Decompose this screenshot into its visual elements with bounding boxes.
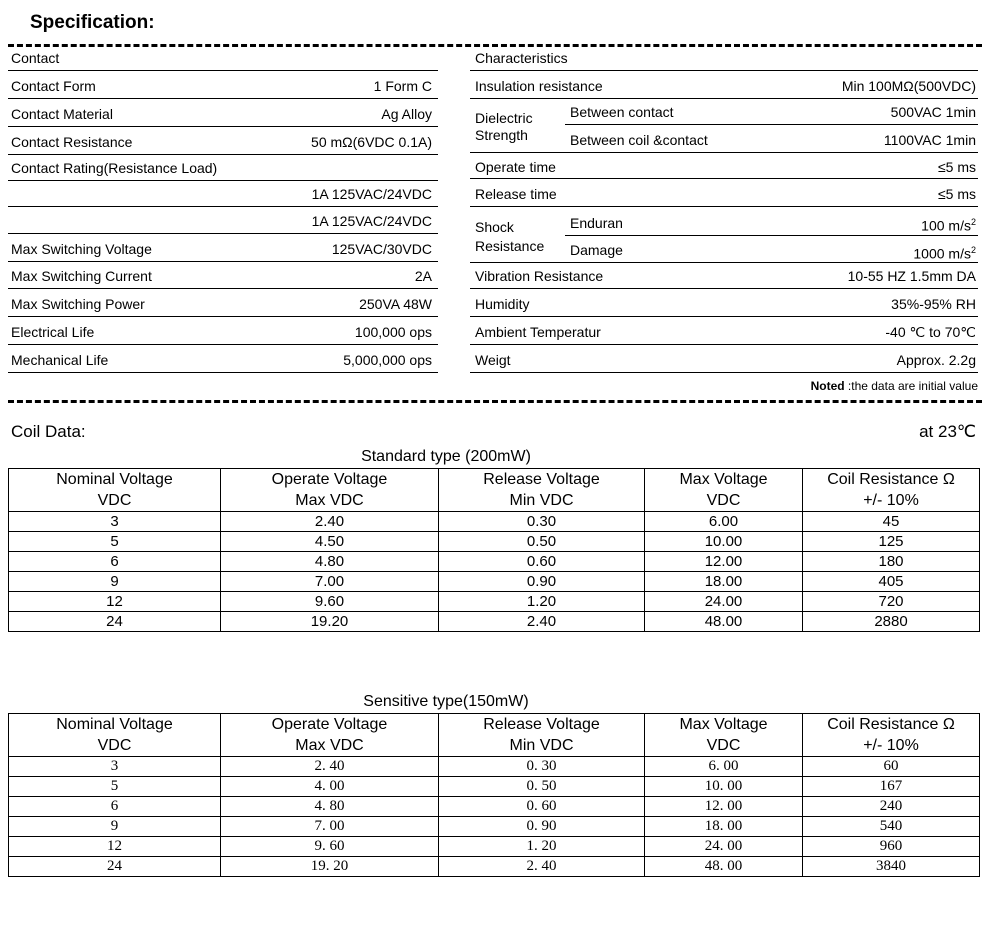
column-header-line-2: VDC (706, 737, 741, 754)
table-row (9, 532, 980, 552)
contact-row-label: Contact Material (11, 106, 113, 122)
table-cell: 0.50 (439, 532, 645, 552)
column-header-line-2: VDC (706, 492, 741, 509)
table-cell: 9.60 (221, 592, 439, 612)
table-cell: 24 (9, 612, 221, 632)
column-header-line-2: Max VDC (295, 737, 364, 754)
column-header-line-1: Max Voltage (679, 471, 768, 488)
table-cell: 3 (9, 757, 221, 777)
table-cell: 9 (9, 817, 221, 837)
table-header-row (9, 469, 980, 512)
row-rule (8, 372, 438, 373)
table-cell: 1.20 (439, 592, 645, 612)
column-header (439, 714, 645, 757)
column-header (439, 469, 645, 512)
shock-val-1: 100 $m/s^2$ (921, 217, 976, 234)
row-rule (470, 206, 978, 207)
dielectric-sub-2: Between coil &contact (570, 132, 708, 148)
row-rule (470, 372, 978, 373)
row-rule (8, 180, 438, 181)
table-cell: 0. 60 (439, 797, 645, 817)
table-cell: 7.00 (221, 572, 439, 592)
row-rule (565, 124, 978, 125)
row-rule (565, 235, 978, 236)
table-cell: 3840 (803, 857, 980, 877)
weight-value: Approx. 2.2g (896, 352, 976, 368)
column-header-line-2: Min VDC (509, 737, 574, 754)
table-cell: 19. 20 (221, 857, 439, 877)
table-cell: 12. 00 (645, 797, 803, 817)
table-cell: 12.00 (645, 552, 803, 572)
row-rule (470, 288, 978, 289)
table-cell: 4. 00 (221, 777, 439, 797)
contact-row-label: Mechanical Life (11, 352, 109, 368)
column-header-line-1: Max Voltage (679, 716, 768, 733)
table-cell: 2.40 (439, 612, 645, 632)
table-cell: 12 (9, 837, 221, 857)
sensitive-type-caption: Sensitive type(150mW) (363, 693, 529, 710)
row-rule (8, 154, 438, 155)
table-cell: 3 (9, 512, 221, 532)
dielectric-val-2: 1100VAC 1min (883, 132, 976, 148)
contact-heading-rule (8, 70, 438, 71)
contact-heading: Contact (11, 50, 60, 66)
column-header (221, 714, 439, 757)
column-header (9, 469, 221, 512)
column-header (645, 469, 803, 512)
column-header (221, 469, 439, 512)
table-cell: 2. 40 (439, 857, 645, 877)
row-rule (8, 261, 438, 262)
table-cell: 5 (9, 532, 221, 552)
contact-row-label: Electrical Life (11, 324, 95, 340)
table-cell: 2. 40 (221, 757, 439, 777)
row-rule (8, 288, 438, 289)
table-cell: 6 (9, 797, 221, 817)
shock-label-1: Shock (475, 219, 514, 235)
row-rule (470, 178, 978, 179)
table-cell: 12 (9, 592, 221, 612)
table-cell: 19.20 (221, 612, 439, 632)
contact-row-value: 100,000 ops (354, 324, 432, 340)
coil-data-title: Coil Data: (11, 422, 86, 441)
table-row (9, 512, 980, 532)
column-header-line-2: Min VDC (509, 492, 574, 509)
standard-type-caption: Standard type (200mW) (361, 448, 531, 465)
column-header-line-1: Operate Voltage (271, 716, 388, 733)
dielectric-val-1: 500VAC 1min (890, 104, 976, 120)
table-cell: 24 (9, 857, 221, 877)
sensitive-coil-table (8, 713, 980, 877)
table-cell: 2.40 (221, 512, 439, 532)
contact-row-value: 5,000,000 ops (343, 352, 432, 368)
vibration-value: 10-55 HZ 1.5mm DA (847, 268, 976, 284)
table-cell: 4. 80 (221, 797, 439, 817)
table-cell: 240 (803, 797, 980, 817)
coil-data-temperature: at 23℃ (919, 422, 976, 441)
table-cell: 0. 90 (439, 817, 645, 837)
table-cell: 60 (803, 757, 980, 777)
column-header-line-2: +/- 10% (863, 492, 919, 509)
column-header (9, 714, 221, 757)
column-header (803, 714, 980, 757)
contact-row-value: 1A 125VAC/24VDC (311, 186, 432, 202)
table-cell: 0. 50 (439, 777, 645, 797)
table-cell: 9 (9, 572, 221, 592)
table-cell: 9. 60 (221, 837, 439, 857)
column-header-line-2: +/- 10% (863, 737, 919, 754)
column-header-line-1: Coil Resistance Ω (827, 471, 955, 488)
table-row (9, 572, 980, 592)
table-cell: 167 (803, 777, 980, 797)
table-row (9, 797, 980, 817)
row-rule (470, 98, 978, 99)
row-rule (470, 152, 978, 153)
contact-row-label: Max Switching Power (11, 296, 145, 312)
table-row (9, 612, 980, 632)
row-rule (8, 233, 438, 234)
standard-coil-table (8, 468, 980, 632)
row-rule (8, 98, 438, 99)
table-cell: 540 (803, 817, 980, 837)
dielectric-sub-1: Between contact (570, 104, 674, 120)
table-cell: 405 (803, 572, 980, 592)
contact-row-label: Max Switching Current (11, 268, 152, 284)
insulation-label: Insulation resistance (475, 78, 603, 94)
row-rule (8, 126, 438, 127)
table-cell: 18. 00 (645, 817, 803, 837)
table-cell: 48. 00 (645, 857, 803, 877)
table-cell: 960 (803, 837, 980, 857)
table-cell: 6.00 (645, 512, 803, 532)
table-cell: 18.00 (645, 572, 803, 592)
table-cell: 0.60 (439, 552, 645, 572)
noted-text: Noted :the data are initial value (810, 379, 978, 393)
table-cell: 0.30 (439, 512, 645, 532)
column-header-line-2: Max VDC (295, 492, 364, 509)
release-label: Release time (475, 186, 557, 202)
column-header-line-1: Coil Resistance Ω (827, 716, 955, 733)
column-header (645, 714, 803, 757)
contact-row-value: 50 mΩ(6VDC 0.1A) (311, 134, 432, 150)
table-cell: 1. 20 (439, 837, 645, 857)
table-cell: 4.50 (221, 532, 439, 552)
table-cell: 6 (9, 552, 221, 572)
contact-row-label: Contact Resistance (11, 134, 133, 150)
shock-val-2: 1000 $m/s^2$ (913, 245, 976, 262)
column-header-line-1: Nominal Voltage (56, 716, 173, 733)
column-header-line-1: Operate Voltage (271, 471, 388, 488)
table-cell: 125 (803, 532, 980, 552)
column-header-line-2: VDC (97, 737, 132, 754)
humidity-value: 35%-95% RH (891, 296, 976, 312)
table-row (9, 757, 980, 777)
table-cell: 4.80 (221, 552, 439, 572)
top-divider (8, 44, 982, 47)
table-row (9, 837, 980, 857)
table-row (9, 592, 980, 612)
mid-divider (8, 400, 982, 403)
table-cell: 5 (9, 777, 221, 797)
dielectric-label-2: Strength (475, 127, 528, 143)
table-header-row (9, 714, 980, 757)
humidity-label: Humidity (475, 296, 530, 312)
contact-row-value: 125VAC/30VDC (331, 241, 432, 257)
contact-row-value: 1A 125VAC/24VDC (311, 213, 432, 229)
row-rule (8, 344, 438, 345)
shock-sub-1: Enduran (570, 215, 623, 231)
contact-row-value: Ag Alloy (381, 106, 432, 122)
row-rule (470, 262, 978, 263)
table-row (9, 552, 980, 572)
weight-label: Weigt (475, 352, 511, 368)
row-rule (470, 316, 978, 317)
table-cell: 0.90 (439, 572, 645, 592)
operate-value: ≤5 ms (937, 159, 976, 175)
column-header (803, 469, 980, 512)
table-cell: 24. 00 (645, 837, 803, 857)
release-value: ≤5 ms (937, 186, 976, 202)
table-cell: 2880 (803, 612, 980, 632)
table-cell: 6. 00 (645, 757, 803, 777)
ambient-value: -40 ℃ to 70℃ (885, 324, 976, 340)
row-rule (8, 206, 438, 207)
table-row (9, 777, 980, 797)
contact-row-value: 2A (414, 268, 432, 284)
contact-row-value: 1 Form C (373, 78, 432, 94)
characteristics-heading: Characteristics (475, 50, 568, 66)
table-cell: 48.00 (645, 612, 803, 632)
column-header-line-2: VDC (97, 492, 132, 509)
table-row (9, 857, 980, 877)
vibration-label: Vibration Resistance (475, 268, 604, 284)
page-title: Specification: (30, 12, 155, 33)
column-header-line-1: Release Voltage (483, 471, 600, 488)
table-cell: 10.00 (645, 532, 803, 552)
row-rule (470, 344, 978, 345)
characteristics-heading-rule (470, 70, 978, 71)
contact-row-label: Contact Rating(Resistance Load) (11, 160, 218, 176)
table-cell: 720 (803, 592, 980, 612)
contact-row-value: 250VA 48W (359, 296, 432, 312)
shock-sub-2: Damage (570, 242, 623, 258)
column-header-line-1: Nominal Voltage (56, 471, 173, 488)
column-header-line-1: Release Voltage (483, 716, 600, 733)
operate-label: Operate time (475, 159, 556, 175)
insulation-value: Min 100MΩ(500VDC) (841, 78, 976, 94)
table-cell: 7. 00 (221, 817, 439, 837)
contact-row-label: Contact Form (11, 78, 96, 94)
table-cell: 45 (803, 512, 980, 532)
dielectric-label-1: Dielectric (475, 110, 533, 126)
shock-label-2: Resistance (475, 238, 545, 254)
table-cell: 10. 00 (645, 777, 803, 797)
table-cell: 180 (803, 552, 980, 572)
row-rule (8, 316, 438, 317)
table-row (9, 817, 980, 837)
contact-row-label: Max Switching Voltage (11, 241, 152, 257)
table-cell: 24.00 (645, 592, 803, 612)
ambient-label: Ambient Temperatur (475, 324, 601, 340)
table-cell: 0. 30 (439, 757, 645, 777)
